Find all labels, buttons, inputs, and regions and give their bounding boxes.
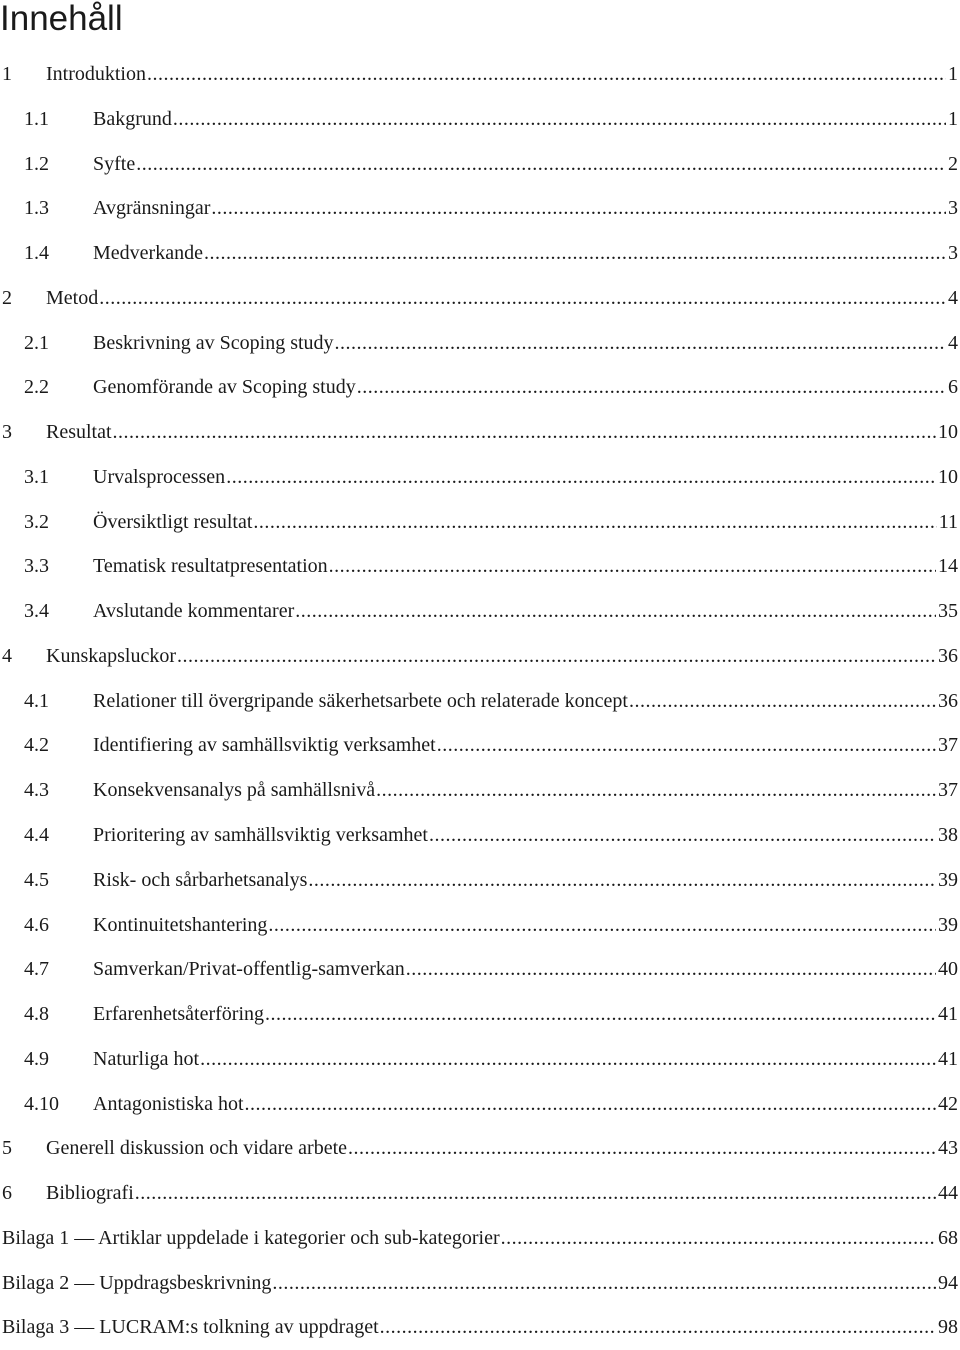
toc-entry-label: Översiktligt resultat [93,510,253,533]
toc-dot-leader [295,589,936,634]
toc-dot-leader [406,947,936,992]
toc-entry-label: Naturliga hot [93,1047,200,1070]
toc-entry-number: 4.6 [24,913,49,936]
toc-entry-page: 98 [938,1316,958,1339]
toc-entry[interactable] [0,1261,960,1306]
toc-entry-label: Risk- och sårbarhetsanalys [93,868,308,891]
toc-entry-page: 1 [948,107,958,130]
toc-entry-label: Kontinuitetshantering [93,913,268,936]
toc-entry-page: 36 [938,689,958,712]
toc-dot-leader [329,544,936,589]
toc-entry-label: Prioritering av samhällsviktig verksamhet [93,824,428,847]
toc-entry-number: 4.8 [24,1003,49,1026]
toc-entry[interactable] [0,723,960,768]
toc-entry[interactable] [0,679,960,724]
toc-dot-leader [265,992,936,1037]
toc-entry-page: 39 [938,913,958,936]
toc-entry[interactable] [0,276,960,321]
toc-entry[interactable] [0,858,960,903]
toc-entry-number: 4.7 [24,958,49,981]
toc-entry-page: 38 [938,824,958,847]
toc-dot-leader [335,321,946,366]
toc-entry-number: 2.1 [24,331,49,354]
toc-dot-leader [376,768,936,813]
toc-dot-leader [357,365,946,410]
toc-entry-label: Avgränsningar [93,197,211,220]
toc-entry-page: 42 [938,1092,958,1115]
toc-entry-page: 3 [948,197,958,220]
toc-entry-label: Erfarenhetsåterföring [93,1003,265,1026]
toc-dot-leader [253,500,936,545]
toc-entry-number: 4 [2,644,12,667]
toc-entry-number: 1.1 [24,107,49,130]
toc-entry-number: 1.4 [24,242,49,265]
toc-dot-leader [380,1305,936,1350]
toc-entry-page: 14 [938,555,958,578]
toc-entry-label: Antagonistiska hot [93,1092,244,1115]
toc-entry-number: 6 [2,1182,12,1205]
toc-entry[interactable] [0,365,960,410]
toc-entry[interactable] [0,321,960,366]
toc-entry[interactable] [0,186,960,231]
toc-dot-leader [99,276,946,321]
toc-dot-leader [245,1082,936,1127]
toc-entry[interactable] [0,52,960,97]
toc-entry-number: 4.10 [24,1092,59,1115]
toc-entry-label: Konsekvensanalys på samhällsnivå [93,779,376,802]
toc-entry[interactable] [0,544,960,589]
toc-dot-leader [135,1171,936,1216]
toc-entry-label: Beskrivning av Scoping study [93,331,334,354]
toc-entry-page: 44 [938,1182,958,1205]
toc-entry-label: Bilaga 1 — Artiklar uppdelade i kategorier och sub-kategorier [2,1226,500,1249]
toc-entry[interactable] [0,1171,960,1216]
toc-entry-page: 1 [948,63,958,85]
toc-entry-number: 3.2 [24,510,49,533]
toc-entry-page: 35 [938,600,958,623]
toc-dot-leader [272,1261,936,1306]
toc-entry[interactable] [0,947,960,992]
toc-entry-page: 3 [948,242,958,265]
toc-entry[interactable] [0,142,960,187]
toc-entry[interactable] [0,1082,960,1127]
toc-dot-leader [204,231,946,276]
toc-entry-label: Syfte [93,152,136,175]
toc-entry-label: Samverkan/Privat-offentlig-samverkan [93,958,405,981]
toc-entry-number: 4.3 [24,779,49,802]
toc-entry-label: Medverkande [93,242,203,265]
toc-entry-number: 2 [2,286,12,309]
toc-entry-number: 3.3 [24,555,49,578]
toc-entry[interactable] [0,455,960,500]
toc-dot-leader [429,813,936,858]
toc-entry-label: Tematisk resultatpresentation [93,555,328,578]
toc-entry-page: 10 [938,465,958,488]
toc-entry-number: 3.1 [24,465,49,488]
toc-entry-label: Relationer till övergripande säkerhetsarbete och relaterade koncept [93,689,628,712]
toc-entry[interactable] [0,410,960,455]
toc-entry-label: Bilaga 3 — LUCRAM:s tolkning av uppdraget [2,1316,379,1339]
toc-entry-number: 1.3 [24,197,49,220]
toc-entry-page: 10 [938,421,958,444]
toc-entry[interactable] [0,589,960,634]
toc-entry-number: 5 [2,1137,12,1160]
toc-dot-leader [348,1126,936,1171]
toc-entry[interactable] [0,1216,960,1261]
toc-entry-page: 6 [948,376,958,399]
toc-entry-label: Introduktion [46,63,146,85]
toc-entry[interactable] [0,992,960,1037]
toc-entry-page: 36 [938,644,958,667]
toc-dot-leader [308,858,936,903]
toc-dot-leader [268,903,936,948]
toc-entry-label: Resultat [46,421,112,444]
toc-entry-number: 2.2 [24,376,49,399]
toc-entry-number: 1 [2,63,12,85]
toc-entry[interactable] [0,1305,960,1350]
toc-heading: Innehåll [0,0,123,38]
toc-entry-page: 40 [938,958,958,981]
toc-dot-leader [200,1037,936,1082]
toc-entry-label: Kunskapsluckor [46,644,176,667]
toc-entry[interactable] [0,1037,960,1082]
toc-entry-number: 4.5 [24,868,49,891]
toc-entry-page: 68 [938,1226,958,1249]
toc-entry-page: 2 [948,152,958,175]
toc-entry-number: 4.1 [24,689,49,712]
toc-entry-page: 43 [938,1137,958,1160]
toc-entry[interactable] [0,500,960,545]
toc-entry-page: 41 [938,1047,958,1070]
toc-entry-page: 4 [948,331,958,354]
toc-entry[interactable] [0,634,960,679]
toc-dot-leader [226,455,936,500]
toc-entry-number: 3 [2,421,12,444]
toc-entry-page: 94 [938,1271,958,1294]
toc-entry-label: Avslutande kommentarer [93,600,295,623]
toc-entry-label: Bilaga 2 — Uppdragsbeskrivning [2,1271,272,1294]
toc-entry-label: Identifiering av samhällsviktig verksamhet [93,734,436,757]
toc-dot-leader [629,679,936,724]
toc-entry-label: Bakgrund [93,107,172,130]
toc-entry-number: 3.4 [24,600,49,623]
toc-dot-leader [211,186,946,231]
toc-entry-number: 4.4 [24,824,49,847]
toc-entry[interactable] [0,813,960,858]
toc-entry-page: 11 [938,510,958,533]
toc-entry[interactable] [0,768,960,813]
toc-entry-number: 4.9 [24,1047,49,1070]
toc-dot-leader [136,142,946,187]
toc-entry-page: 4 [948,286,958,309]
toc-entry-label: Genomförande av Scoping study [93,376,356,399]
toc-entry-page: 41 [938,1003,958,1026]
toc-dot-leader [147,52,946,97]
toc-dot-leader [437,723,936,768]
toc-entry[interactable] [0,97,960,142]
toc-entry-label: Urvalsprocessen [93,465,226,488]
toc-list [0,52,960,1350]
toc-entry-page: 39 [938,868,958,891]
toc-entry-label: Bibliografi [46,1182,134,1205]
toc-entry-page: 37 [938,734,958,757]
toc-entry-number: 4.2 [24,734,49,757]
toc-entry[interactable] [0,1126,960,1171]
toc-entry-label: Generell diskussion och vidare arbete [46,1137,348,1160]
toc-entry-page: 37 [938,779,958,802]
toc-dot-leader [173,97,946,142]
toc-entry[interactable] [0,231,960,276]
toc-entry[interactable] [0,903,960,948]
toc-dot-leader [113,410,936,455]
toc-dot-leader [501,1216,936,1261]
toc-entry-number: 1.2 [24,152,49,175]
toc-dot-leader [177,634,936,679]
toc-entry-label: Metod [46,286,99,309]
